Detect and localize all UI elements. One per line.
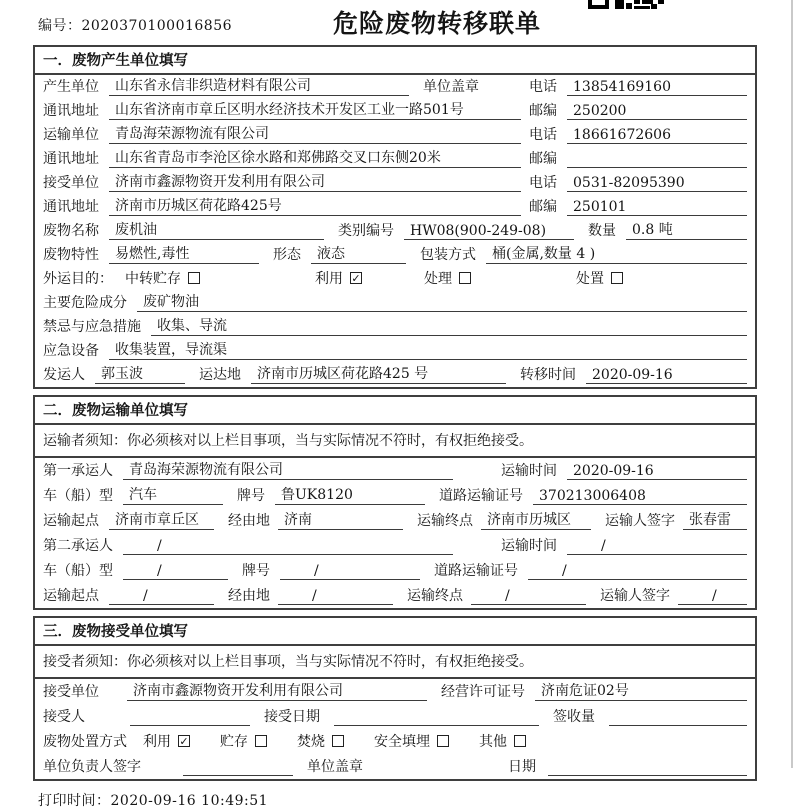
form-label: 形态 (273, 247, 301, 263)
row-receiver-unit (35, 171, 755, 195)
checkbox-checked: ✓ (179, 735, 189, 748)
quantity-label: 数量 (588, 223, 616, 239)
destination-value: 济南市历城区荷花路425 号 (251, 363, 506, 384)
row-receiver-address (35, 195, 755, 219)
section-producer (33, 45, 757, 389)
checkbox (188, 272, 200, 284)
field-label: 主要危险成分 (43, 295, 127, 311)
receiver-phone-value: 0531-82095390 (567, 175, 747, 192)
road-permit-label: 道路运输证号 (434, 563, 518, 579)
unit-seal-label: 单位盖章 (307, 759, 363, 775)
disposal-option-landfill (374, 731, 449, 751)
field-label: 运输起点 (43, 588, 99, 604)
field-label: 运输起点 (43, 513, 99, 529)
row-waste-name (35, 219, 755, 243)
field-label: 产生单位 (43, 79, 99, 95)
field-label: 通讯地址 (43, 151, 99, 167)
field-label: 废物处置方式 (43, 734, 127, 750)
producer-zip-value: 250200 (567, 103, 747, 120)
row-route-2 (35, 583, 755, 608)
emergency-equipment-value: 收集装置，导流渠 (109, 339, 747, 360)
route-end-label: 运输终点 (407, 588, 463, 604)
print-time-label: 打印时间： (38, 793, 111, 809)
row-shipper (35, 363, 755, 387)
producer-address-value: 山东省济南市章丘区明水经济技术开发区工业一路501号 (109, 99, 521, 120)
packing-label: 包装方式 (420, 247, 476, 263)
purpose-option-use (315, 268, 362, 288)
accept-date-value (334, 725, 539, 726)
road-permit-value: 370213006408 (533, 488, 747, 505)
via-value: 济南 (278, 509, 403, 530)
transporter-notice: 运输者须知：你必须核对以上栏目事项，当与实际情况不符时，有权拒绝接受。 (35, 425, 755, 458)
section-receiver (33, 616, 757, 781)
option-label: 贮存 (220, 734, 248, 750)
row-acceptor (35, 704, 755, 729)
form-value: 液态 (311, 243, 406, 264)
hazard-components-value: 废矿物油 (137, 291, 747, 312)
license-value: 济南危证02号 (535, 680, 747, 701)
checkbox (459, 272, 471, 284)
carrier-signature-label: 运输人签字 (605, 513, 675, 529)
date-label: 日期 (508, 759, 536, 775)
row-emergency-equipment (35, 339, 755, 363)
received-quantity-label: 签收量 (553, 709, 595, 725)
license-label: 经营许可证号 (441, 684, 525, 700)
accept-date-label: 接受日期 (264, 709, 320, 725)
field-label: 通讯地址 (43, 199, 99, 215)
row-first-carrier (35, 458, 755, 483)
transporter-unit-value: 青岛海荣源物流有限公司 (109, 123, 521, 144)
option-label: 其他 (479, 734, 507, 750)
receiver-unit-value: 济南市鑫源物资开发利用有限公司 (109, 171, 521, 192)
transfer-time-label: 转移时间 (520, 367, 576, 383)
page-edge-divider (791, 0, 793, 768)
plate-value: / (280, 563, 420, 580)
row-transporter-unit (35, 123, 755, 147)
print-time-line (38, 790, 796, 810)
transport-time-value: 2020-09-16 (567, 463, 747, 480)
field-label: 接受单位 (43, 684, 99, 700)
checkbox-checked: ✓ (351, 272, 361, 285)
field-label: 车（船）型 (43, 488, 113, 504)
checkbox (437, 735, 449, 747)
date-value (548, 775, 747, 776)
road-permit-label: 道路运输证号 (439, 488, 523, 504)
waste-properties-value: 易燃性,毒性 (109, 243, 259, 264)
transporter-phone-value: 18661672606 (567, 127, 747, 144)
field-label: 外运目的： (43, 271, 113, 287)
disposal-option-incineration (297, 731, 344, 751)
serial-label: 编号： (38, 18, 82, 34)
vehicle-type-value: 汽车 (123, 484, 223, 505)
first-carrier-value: 青岛海荣源物流有限公司 (123, 459, 453, 480)
receiver-zip-value: 250101 (567, 199, 747, 216)
purpose-option-dispose (576, 268, 623, 288)
transport-time-label: 运输时间 (501, 538, 557, 554)
carrier-signature-value: / (678, 588, 747, 605)
checkbox (332, 735, 344, 747)
option-label: 中转贮存 (125, 271, 181, 287)
field-label: 发运人 (43, 367, 85, 383)
transporter-zip-value (567, 167, 747, 168)
checkbox (611, 272, 623, 284)
shipper-value: 郭玉波 (95, 363, 185, 384)
row-transfer-purpose (35, 267, 755, 291)
section-transporter-header: 二．废物运输单位填写 (35, 397, 755, 425)
option-label: 处置 (576, 271, 604, 287)
category-code-value: HW08(900-249-08) (404, 223, 574, 240)
section-transporter (33, 395, 757, 610)
disposal-option-other (479, 731, 526, 751)
producer-phone-value: 13854169160 (567, 79, 747, 96)
purpose-option-transit-storage (125, 268, 200, 288)
row-second-carrier (35, 533, 755, 558)
vehicle-type-value: / (123, 563, 228, 580)
qr-code-fragment-icon (588, 0, 664, 9)
field-label: 单位负责人签字 (43, 759, 141, 775)
route-start-value: / (109, 588, 214, 605)
transport-time-value: / (567, 538, 747, 555)
field-label: 接受单位 (43, 175, 99, 191)
row-hazard-components (35, 291, 755, 315)
responsible-signature-value (183, 775, 293, 776)
producer-unit-value: 山东省永信非织造材料有限公司 (109, 75, 409, 96)
row-disposal-method (35, 729, 755, 754)
quantity-value: 0.8 吨 (626, 219, 747, 240)
via-label: 经由地 (228, 588, 270, 604)
row-taboo-measures (35, 315, 755, 339)
option-label: 处理 (424, 271, 452, 287)
section-receiver-header: 三．废物接受单位填写 (35, 618, 755, 646)
received-quantity-value (609, 725, 747, 726)
road-permit-value: / (528, 563, 747, 580)
route-end-label: 运输终点 (417, 513, 473, 529)
second-carrier-value: / (123, 538, 453, 555)
section-producer-header: 一．废物产生单位填写 (35, 47, 755, 75)
row-producer-unit (35, 75, 755, 99)
phone-label: 电话 (529, 127, 557, 143)
waste-name-value: 废机油 (109, 219, 324, 240)
checkbox (255, 735, 267, 747)
receiver-notice: 接受者须知：你必须核对以上栏目事项，当与实际情况不符时，有权拒绝接受。 (35, 646, 755, 679)
via-value: / (278, 588, 393, 605)
row-waste-properties (35, 243, 755, 267)
field-label: 禁忌与应急措施 (43, 319, 141, 335)
seal-label: 单位盖章 (423, 79, 479, 95)
transfer-time-value: 2020-09-16 (586, 367, 747, 384)
taboo-measures-value: 收集、导流 (151, 315, 747, 336)
disposal-option-use (143, 731, 190, 751)
field-label: 应急设备 (43, 343, 99, 359)
field-label: 废物特性 (43, 247, 99, 263)
plate-label: 牌号 (242, 563, 270, 579)
route-end-value: / (471, 588, 586, 605)
destination-label: 运达地 (199, 367, 241, 383)
disposal-option-storage (220, 731, 267, 751)
row-responsible-signature (35, 754, 755, 779)
zip-label: 邮编 (529, 199, 557, 215)
checkbox (514, 735, 526, 747)
option-label: 安全填埋 (374, 734, 430, 750)
row-transporter-address (35, 147, 755, 171)
option-label: 利用 (143, 734, 171, 750)
plate-value: 鲁UK8120 (275, 484, 425, 505)
row-route-1 (35, 508, 755, 533)
category-label: 类别编号 (338, 223, 394, 239)
carrier-signature-value: 张春雷 (683, 509, 747, 530)
zip-label: 邮编 (529, 103, 557, 119)
serial-number-line (38, 15, 232, 35)
acceptor-value (130, 725, 250, 726)
receiving-unit-value: 济南市鑫源物资开发利用有限公司 (127, 680, 427, 701)
document-header (0, 0, 796, 45)
field-label: 第二承运人 (43, 538, 113, 554)
plate-label: 牌号 (237, 488, 265, 504)
carrier-signature-label: 运输人签字 (600, 588, 670, 604)
transporter-address-value: 山东省青岛市李沧区徐水路和郑佛路交叉口东侧20米 (109, 147, 521, 168)
option-label: 利用 (315, 271, 343, 287)
print-time-value: 2020-09-16 10:49:51 (110, 793, 269, 809)
route-end-value: 济南市历城区 (481, 509, 591, 530)
row-vehicle-2 (35, 558, 755, 583)
route-start-value: 济南市章丘区 (109, 509, 214, 530)
field-label: 接受人 (43, 709, 85, 725)
phone-label: 电话 (529, 79, 557, 95)
field-label: 第一承运人 (43, 463, 113, 479)
packing-value: 桶(金属,数量 4 ) (486, 243, 747, 264)
field-label: 通讯地址 (43, 103, 99, 119)
option-label: 焚烧 (297, 734, 325, 750)
row-vehicle-1 (35, 483, 755, 508)
row-receiving-unit (35, 679, 755, 704)
transport-time-label: 运输时间 (501, 463, 557, 479)
via-label: 经由地 (228, 513, 270, 529)
field-label: 车（船）型 (43, 563, 113, 579)
field-label: 运输单位 (43, 127, 99, 143)
receiver-address-value: 济南市历城区荷花路425号 (109, 195, 521, 216)
zip-label: 邮编 (529, 151, 557, 167)
purpose-option-treat (424, 268, 471, 288)
field-label: 废物名称 (43, 223, 99, 239)
page-title: 危险废物转移联单 (333, 9, 542, 38)
phone-label: 电话 (529, 175, 557, 191)
serial-number: 2020370100016856 (81, 18, 233, 34)
row-producer-address (35, 99, 755, 123)
